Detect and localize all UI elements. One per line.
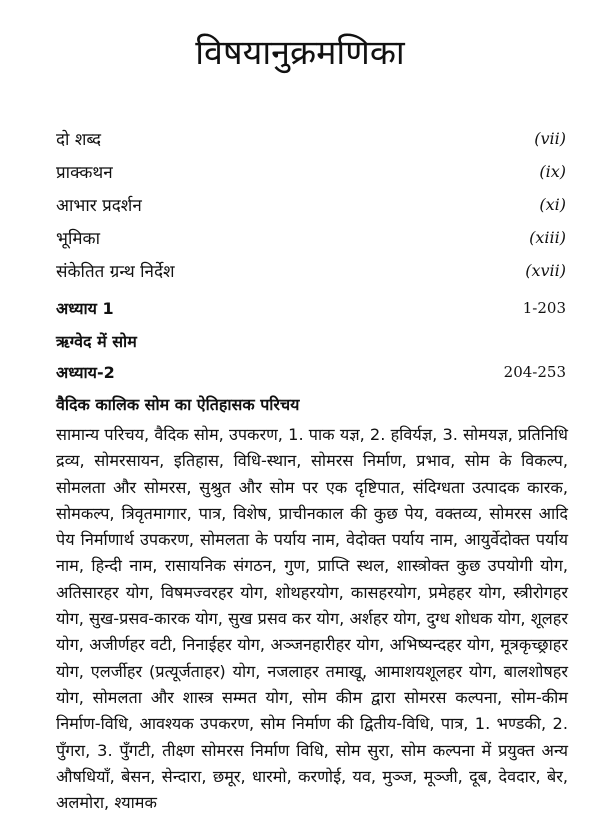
toc-entry-page: (xvii) (525, 260, 566, 280)
toc-entry[interactable] (56, 157, 566, 185)
chapter-1-entry[interactable] (56, 294, 566, 322)
chapter-2-contents: सामान्य परिचय, वैदिक सोम, उपकरण, 1. पाक यज्ञ, 2. हविर्यज्ञ, 3. सोमयज्ञ, प्रतिनिधि द्रव्य, सोमरसायन, इतिहास, विधि-स्थान, सोमरस निर्माण, प्रभाव, सोम के विकल्प, सोमलता और सोमरस, सुश्रुत और सोम पर एक दृष्टिपात, संदिग्धता उत्पादक कारक, सोमकल्प, त्रिवृतमागार, पात्र, विशेष, प्राचीनकाल की कुछ पेय, वक्तव्य, सोमरस आदि पेय निर्माणार्थ उपकरण, सोमलता के पर्याय नाम, वेदोक्त पर्याय नाम, आयुर्वेदोक्त पर्याय नाम, हिन्दी नाम, रासायनिक संगठन, गुण, प्राप्ति स्थल, शास्त्रोक्त कुछ उपयोगी योग, अतिसारहर योग, विषमज्वरहर योग, शोथहरयोग, कासहरयोग, प्रमेहहर योग, स्त्रीरोगहर योग, सुख-प्रसव-कारक योग, सुख प्रसव कर योग, अर्शहर योग, दुग्ध शोधक योग, शूलहर योग, अजीर्णहर वटी, निनाईहर योग, अञ्जनहारीहर योग, अभिष्यन्दहर योग, मूत्रकृच्छ्राहर योग, एलर्जीहर (प्रत्यूर्जताहर) योग, नजलाहर तमाखू, आमाशयशूलहर योग, बालशोषहर योग, सोमलता और शास्त्र सम्मत योग, सोम कीम द्वारा सोमरस कल्पना, सोम-कीम निर्माण-विधि, आवश्यक उपकरण, सोम निर्माण की द्वितीय-विधि, पात्र, 1. भण्डकी, 2. पुँगरा, 3. पुँगटी, तीक्ष्ण सोमरस निर्माण विधि, सोम सुरा, सोम कल्पना में प्रयुक्त अन्य औषधियाँ, बेसन, सेन्दारा, छमूर, धारमो, करणोई, यव, मुञ्ज, मूञ्जी, दूब, देवदार, बेर, अलमोरा, श्यामक (56, 425, 568, 813)
toc-entry-page: (xiii) (529, 227, 566, 247)
toc-entry-label: संकेतित ग्रन्थ निर्देश (56, 261, 175, 282)
toc-entry[interactable] (56, 124, 566, 152)
page-title: विषयानुक्रमणिका (195, 33, 405, 73)
toc-entry-label: प्राक्कथन (56, 162, 113, 183)
chapter-label: अध्याय-2 (56, 363, 115, 382)
chapter-label: अध्याय 1 (56, 299, 114, 318)
toc-entry[interactable] (56, 190, 566, 218)
toc-entry-page: (vii) (534, 128, 566, 148)
toc-entry-label: आभार प्रदर्शन (56, 195, 142, 216)
chapter-pages: 1-203 (522, 299, 566, 317)
toc-entry[interactable] (56, 223, 566, 251)
chapter-2-title: वैदिक कालिक सोम का ऐतिहासक परिचय (56, 395, 300, 414)
toc-entry-page: (xi) (539, 194, 566, 214)
toc-entry[interactable] (56, 256, 566, 284)
chapter-2-entry[interactable] (56, 358, 566, 386)
toc-entry-label: भूमिका (56, 228, 100, 249)
toc-entry-label: दो शब्द (56, 129, 102, 150)
chapter-pages: 204-253 (503, 363, 566, 381)
toc-entry-page: (ix) (539, 161, 566, 181)
chapter-1-title: ऋग्वेद में सोम (56, 332, 137, 351)
